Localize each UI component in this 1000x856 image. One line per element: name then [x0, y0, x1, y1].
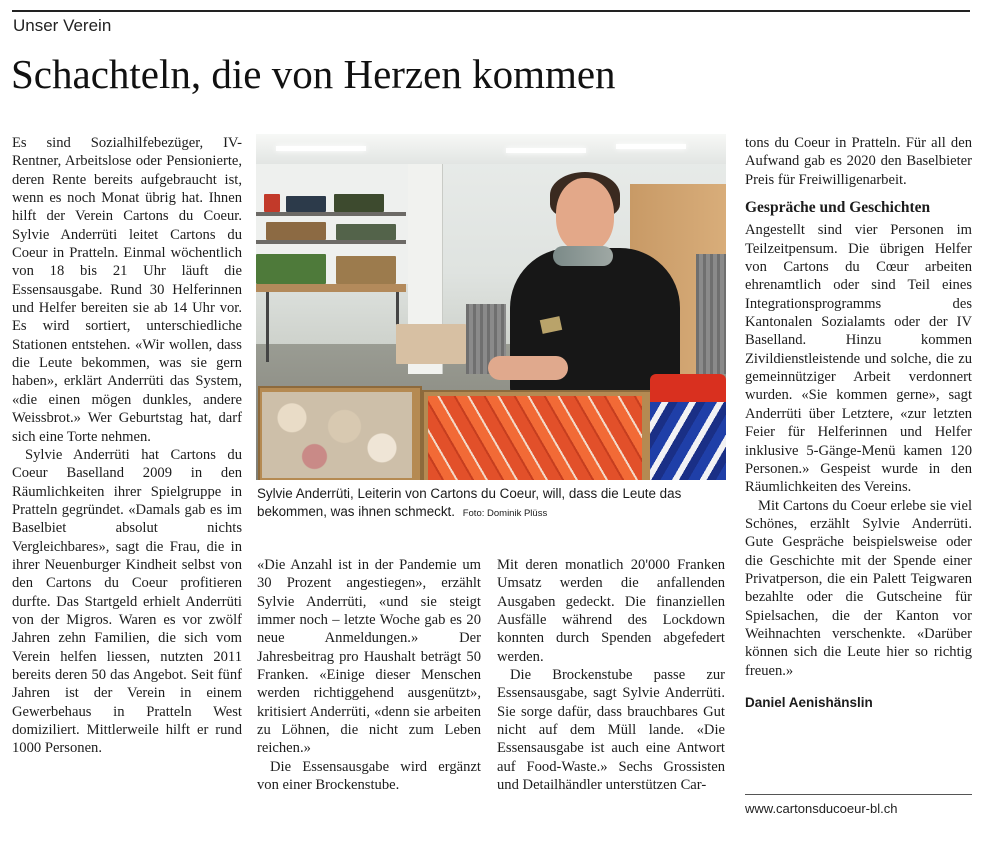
paragraph: Angestellt sind vier Personen im Teilzeitpensum. Die übrigen Helfer von Cartons du Cœur arbeiten ehrenamtlich oder sind Teil eines Integrationsprogramms des Kantonalen Sozialamts oder der IV Baselland. Hinzu kommen Zivildienstleistende und solche, die zu gemeinnütziger Arbeit verdonnert wurden. «Sie kommen gerne», sagt Anderrüti über Letztere, «zur letzten Feier für Helferinnen und Helfer inklusive 5-Gänge-Menü kamen 120 Personen.» Gespeist wurde in den Räumlichkeiten des Vereins.: [745, 222, 972, 496]
column-3: [497, 556, 725, 794]
shelf: [256, 212, 406, 216]
caption-text: Sylvie Anderrüti, Leiterin von Cartons du Coeur, will, dass die Leute das bekommen, was ihnen schmeckt.: [257, 486, 682, 519]
column-2: [257, 556, 481, 794]
shelf: [256, 240, 406, 244]
work-table: [256, 284, 406, 292]
cardboard-boxes: [336, 256, 396, 284]
shelf-item: [286, 196, 326, 212]
website-rule: [745, 794, 972, 795]
shelf-item: [336, 224, 396, 240]
ceiling-light: [506, 148, 586, 153]
table-leg: [266, 292, 269, 362]
website-link[interactable]: www.cartonsducoeur-bl.ch: [745, 801, 898, 816]
photo-caption: [257, 485, 727, 523]
shelf-item: [266, 222, 326, 240]
paragraph: Es sind Sozialhilfebezüger, IV-Rentner, Arbeitslose oder Pensionierte, deren Rente bereits aufgebraucht ist, wenn es noch Monat übrig hat. Ihnen hilft der Verein Cartons du Coeur. Sylvie Anderrüti leitet Cartons du Coeur in Pratteln. Einmal wöchentlich von 18 bis 21 Uhr läuft die Essensausgabe. Rund 30 Helferinnen und Helfer bereiten sie ab 14 Uhr vor. Es wird sortiert, unterschiedliche Stationen entstehen. «Wir wollen, dass die Leute bekommen, was sie gern haben», erklärt Anderrüti das System, «die einen mögen dunkles, andere Weissbrot.» Wer Geburtstag hat, darf sich eine Torte nehmen.: [12, 135, 242, 445]
paragraph: Mit Cartons du Coeur erlebe sie viel Schönes, erzählt Sylvie Anderrüti. Gute Gespräche beispielsweise oder die Geschichte mit der Spende einer Privatperson, die ein Palett Teigwaren bezahlte oder die Gutscheine für Spielsachen, die der Kanton vor Weihnachten verschenkte. «Darüber können sich die Leute hier so richtig freuen.»: [745, 497, 972, 679]
author-name: Daniel Aenishänslin: [745, 694, 873, 710]
section-rubric: Unser Verein: [13, 16, 112, 35]
food-bags: [262, 392, 412, 478]
subheading: Gespräche und Geschichten: [745, 199, 931, 217]
blue-packages: [650, 402, 726, 480]
paragraph: Die Essensausgabe wird ergänzt von einer Brockenstube.: [257, 758, 481, 794]
person-scarf: [553, 246, 613, 266]
person-hand: [488, 356, 568, 380]
article-photo: [256, 134, 726, 480]
orange-boxes: [428, 396, 642, 480]
paragraph: Mit deren monatlich 20'000 Franken Umsatz werden die anfallenden Ausgaben gedeckt. Die finanziellen Ausfälle während des Lockdown konnten durch Spenden abgefedert werden.: [497, 557, 725, 665]
paragraph: Die Brockenstube passe zur Essensausgabe, sagt Sylvie Anderrüti. Sie sorge dafür, dass brauchbares Gut nicht auf dem Müll lande. «Die Essensausgabe ist auch eine Antwort auf Food-Waste.» Sechs Grossisten und Detailhändler unterstützen Car-: [497, 667, 725, 794]
bread-rack: [396, 324, 466, 364]
column-4: [745, 134, 972, 712]
column-1: [12, 134, 242, 758]
paragraph: Sylvie Anderrüti hat Cartons du Coeur Baselland 2009 in den Räumlichkeiten ihrer Spielgruppe in Pratteln gegründet. «Damals gab es im Baselbiet absolut nichts Vergleichbares», sagt die Frau, die in ihrer Neuenburger Kindheit selbst von den Cartons du Coeur profitieren durfte. Das Startgeld erhielt Anderrüti von der Migros. Waren es vor zwölf Jahren zehn Familien, die sich vom Verein helfen liessen, nutzten 2011 bereits deren 50 das Angebot. Seit fünf Jahren ist der Verein in einem Gewerbehaus in Pratteln West domiziliert. Mittlerweile hilft er rund 1000 Personen.: [12, 446, 242, 757]
photo-credit: Foto: Dominik Plüss: [462, 508, 548, 519]
article-headline: Schachteln, die von Herzen kommen: [11, 51, 616, 97]
shelf-item: [334, 194, 384, 212]
ceiling-light: [616, 144, 686, 149]
top-rule: [12, 10, 970, 12]
ceiling-light: [276, 146, 366, 151]
vegetable-crates: [256, 254, 326, 284]
person-face: [556, 178, 614, 252]
paragraph: «Die Anzahl ist in der Pandemie um 30 Prozent angestiegen», erzählt Sylvie Anderrüti, «und sie steigt immer noch – letzte Woche gab es 20 neue Anmeldungen.» Der Jahresbeitrag pro Haushalt beträgt 50 Franken. «Einige dieser Menschen werden richtiggehend ausgenützt», kritisiert Anderrüti, «denn sie arbeiten zu Löhnen, die nicht zum Leben reichen.»: [257, 557, 481, 757]
paragraph: tons du Coeur in Pratteln. Für all den Aufwand gab es 2020 den Baselbieter Preis für Freiwilligenarbeit.: [745, 135, 972, 188]
crate-stack: [696, 254, 726, 374]
shelf-item: [264, 194, 280, 212]
